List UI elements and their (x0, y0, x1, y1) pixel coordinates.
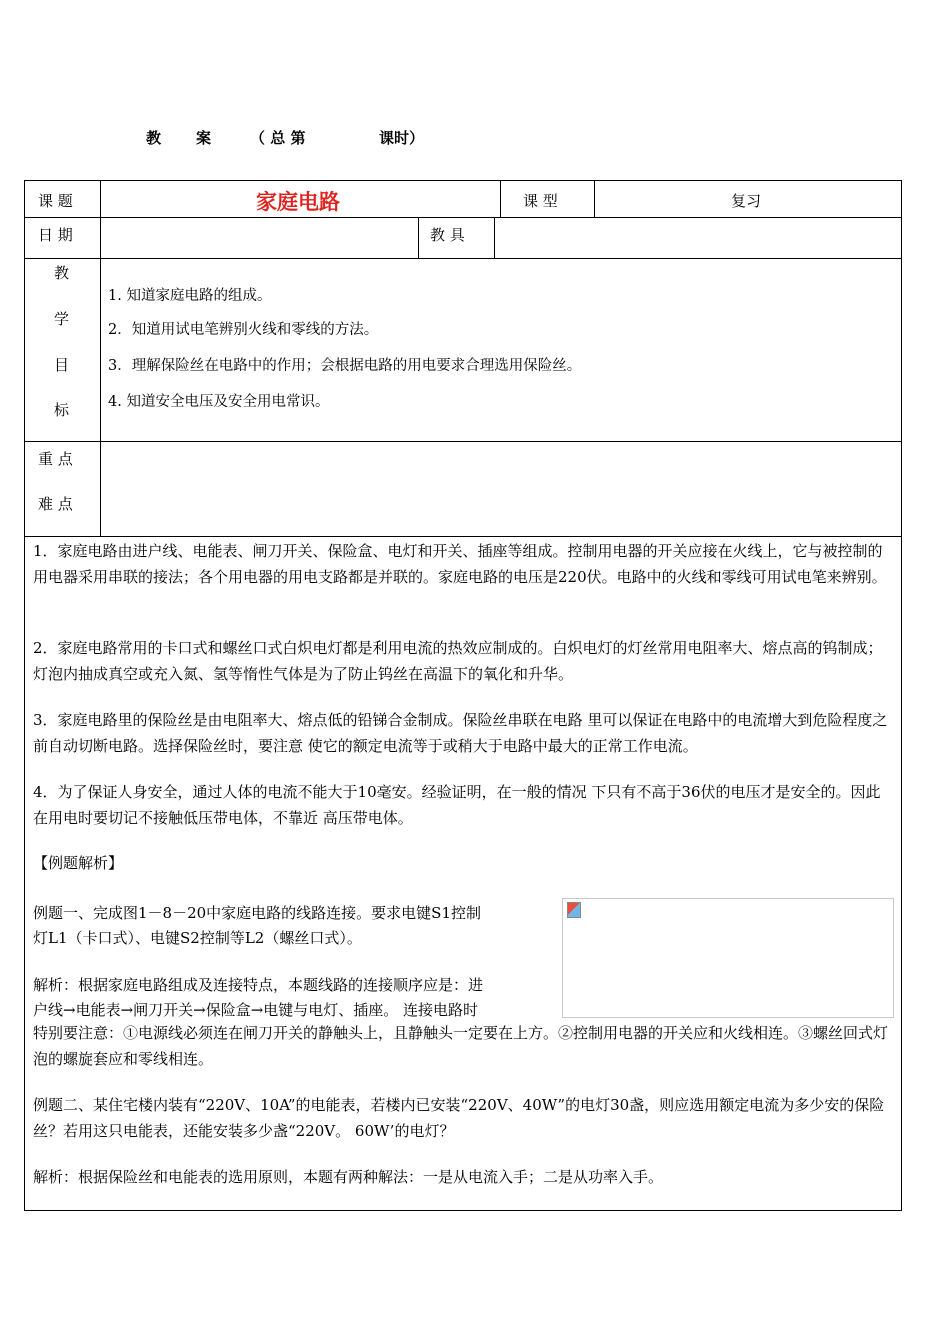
goals-label-char: 学 (54, 310, 70, 328)
content-paragraph: 2．家庭电路常用的卡口式和螺丝口式白炽电灯都是利用电流的热效应制成的。白炽电灯的灯丝常用电阻率大、熔点高的钨制成；灯泡内抽成真空或充入氮、氢等惰性气体是为了防止钨丝在高温下的氧化和升华。 (33, 639, 883, 683)
row-divider (24, 258, 902, 259)
col-divider (100, 180, 101, 536)
goals-label-char: 目 (54, 356, 70, 374)
document-header (0, 127, 950, 149)
example2-question: 例题二、某住宅楼内装有“220V、10A”的电能表，若楼内已安装“220V、40W”的电灯30盏，则应选用额定电流为多少安的保险丝？若用这只电能表，还能安装多少盏“220V。 60W’的电灯？ (33, 1096, 885, 1140)
goals-label-char: 标 (54, 401, 70, 419)
example1-analysis-rest: 特别要注意：①电源线必须连在闸刀开关的静触头上，且静触头一定要在上方。②控制用电器的开关应和火线相连。③螺丝回式灯泡的螺旋套应和零线相连。 (33, 1024, 889, 1068)
circuit-figure (562, 898, 894, 1018)
difficulty-label: 难 点 (38, 495, 73, 513)
header-jiao: 教 (146, 129, 162, 147)
example2-analysis: 解析：根据保险丝和电能表的选用原则，本题有两种解法：一是从电流入手；二是从功率入手。 (33, 1168, 664, 1186)
goal-item: 4. 知道安全电压及安全用电常识。 (108, 394, 330, 410)
header-an: 案 (196, 129, 212, 147)
riqi-label: 日 期 (38, 226, 73, 244)
example-heading: 【例题解析】 (33, 854, 124, 872)
goals-label-char: 教 (54, 264, 70, 282)
col-divider (594, 180, 595, 217)
row-divider (24, 217, 902, 218)
lesson-title: 家庭电路 (256, 190, 340, 214)
goal-item: 1. 知道家庭电路的组成。 (108, 288, 272, 304)
kexing-label: 课 型 (523, 192, 558, 210)
goal-item: 3．理解保险丝在电路中的作用；会根据电路的用电要求合理选用保险丝。 (108, 358, 582, 374)
content-paragraph: 1．家庭电路由进户线、电能表、闸刀开关、保险盒、电灯和开关、插座等组成。控制用电器的开关应接在火线上，它与被控制的用电器采用串联的接法；各个用电器的用电支路都是并联的。家庭电路的电压是220伏。电路中的火线和零线可用试电笔来辨别。 (33, 542, 887, 586)
row-divider (24, 441, 902, 442)
example1-analysis-line: 解析：根据家庭电路组成及连接特点，本题线路的连接顺序应是：进 (33, 976, 484, 994)
col-divider (418, 217, 419, 258)
keti-label: 课 题 (38, 192, 73, 210)
example1-question-line: 例题一、完成图1－8－20中家庭电路的线路连接。要求电键S1控制 (33, 904, 481, 922)
header-zong-di: （ 总 第 (250, 129, 306, 147)
content-paragraph: 3．家庭电路里的保险丝是由电阻率大、熔点低的铅锑合金制成。保险丝串联在电路 里可以保证在电路中的电流增大到危险程度之前自动切断电路。选择保险丝时，要注意 使它的额定电流等于或稍大于电路中最大的正常工作电流。 (33, 711, 888, 755)
broken-image-icon (567, 902, 581, 918)
example1-analysis-line: 户线→电能表→闸刀开关→保险盒→电键与电灯、插座。 连接电路时 (33, 1001, 479, 1019)
col-divider (494, 217, 495, 258)
content-paragraph: 4．为了保证人身安全，通过人体的电流不能大于10毫安。经验证明，在一般的情况 下只有不高于36伏的电压才是安全的。因此在用电时要切记不接触低压带电体，不靠近 高压带电体。 (33, 783, 881, 827)
header-keshi: 课时） (379, 129, 425, 147)
goal-item: 2．知道用试电笔辨别火线和零线的方法。 (108, 322, 379, 338)
jiaoju-label: 教 具 (430, 226, 465, 244)
key-point-label: 重 点 (38, 450, 73, 468)
row-divider (24, 536, 902, 537)
col-divider (500, 180, 501, 217)
kexing-value: 复习 (731, 192, 762, 210)
example1-question-line: 灯L1（卡口式）、电键S2控制等L2（螺丝口式）。 (33, 929, 362, 947)
